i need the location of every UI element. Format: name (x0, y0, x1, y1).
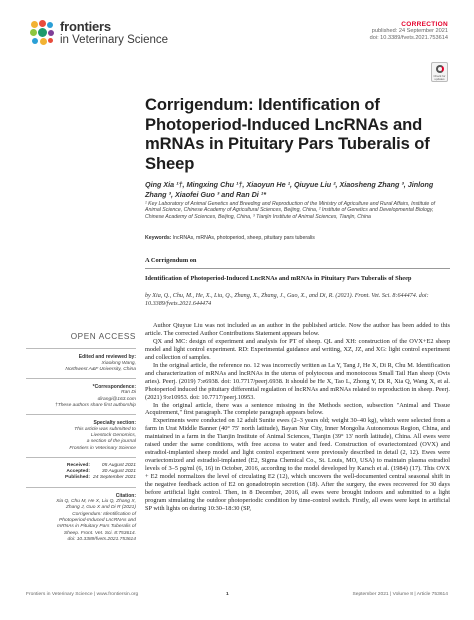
equal-authorship-note: †These authors share first authorship (54, 403, 136, 409)
citation-line: Sheep. Front. Vet. Sci. 8:753614. (63, 530, 136, 536)
published-date-sidebar: 24 September 2021 (93, 475, 136, 481)
article-info (370, 21, 448, 42)
brand-name: frontiers (60, 19, 111, 34)
frontiers-logo[interactable] (30, 18, 170, 52)
received-label: Received: (66, 462, 91, 468)
body-paragraph: QX and MC: design of experiment and analysis for PT of sheep. QL and XH: construction of the OVX+E2 sheep model and light control experiment. RD: Experimental guidance and writing, XZ, JZ, and XG: light control experiment and collection of samples. (145, 337, 450, 361)
citation-doi[interactable]: doi: 10.3389/fvets.2021.753614 (67, 536, 136, 542)
dates-block (26, 457, 136, 482)
published-date: published: 24 September 2021 (371, 28, 448, 34)
author-list[interactable]: Qing Xia ¹†, Mingxing Chu ¹†, Xiaoyun He ¹, Qiuyue Liu ², Xiaosheng Zhang ³, Jinlong Zhang ³, Xiaofei Guo ³ and Ran Di ¹* (145, 180, 434, 199)
correspondence-heading: *Correspondence: (92, 384, 136, 391)
refresh-icon (436, 65, 444, 73)
editor-line: Northwest A&F University, China (65, 366, 136, 372)
footer-journal-link[interactable]: Frontiers in Veterinary Science | www.frontiersin.org (26, 592, 139, 597)
footer-issue-info: September 2021 | Volume 8 | Article 753614 (352, 592, 448, 597)
page-number: 1 (226, 592, 229, 597)
original-article-title[interactable]: Identification of Photoperiod-Induced LncRNAs and mRNAs in Pituitary Pars Tuberalis of Sheep (145, 275, 412, 282)
specialty-block (26, 414, 136, 451)
affiliations: ¹ Key Laboratory of Animal Genetics and Breeding and Reproduction of the Ministry of Agriculture and Rural Affairs, Institute of Animal Science, Chinese Academy of Agricultural Sciences, Beijing, China, ² Institute of Genetics and Developmental Biology, Chinese Academy of Sciences, Beijing, China, ³ Tianjin Institute of Animal Sciences, Tianjin, China (145, 201, 436, 220)
check-for-updates-label: Check for updates (433, 74, 446, 81)
check-for-updates-button[interactable] (431, 62, 448, 82)
published-label: Published: (65, 475, 91, 481)
specialty-line: a section of the journal (86, 439, 136, 445)
journal-name: in Veterinary Science (60, 34, 169, 46)
specialty-line: Livestock Genomics, (90, 432, 136, 438)
citation-line: Zhang J, Guo X and Di R (2021) (65, 505, 136, 511)
citation-block (26, 487, 136, 543)
citation-line: Corrigendum: Identification of (72, 511, 136, 517)
body-paragraph: Author Qiuyue Liu was not included as an author in the published article. Now the author has been added to this article. The corrected Author Contributions Statement appears below. (145, 322, 450, 337)
citation-heading: Citation: (115, 492, 136, 499)
open-access-label: OPEN ACCESS (70, 332, 136, 341)
divider (145, 268, 450, 269)
specialty-heading: Specialty section: (93, 420, 136, 427)
original-citation: by Xia, Q., Chu, M., He, X., Liu, Q., Zhang, X., Zhang, J., Guo, X., and Di, R. (2021). Front. Vet. Sci. 8:644474. doi: 10.3389/fvets.2021.644474 (145, 293, 429, 307)
article-body (145, 322, 450, 513)
citation-line: Xia Q, Chu M, He X, Liu Q, Zhang X, (56, 499, 136, 505)
correspondence-email[interactable]: dirangi@163.com (97, 396, 136, 402)
citation-line: Photoperiod-Induced LncRNAs and (59, 517, 136, 523)
body-paragraph: In the original article, there was a sentence missing in the Methods section, subsection "Animal and Tissue Acquirement," first paragraph. The complete paragraph appears below. (145, 401, 450, 417)
correspondence-name: Ran Di (121, 390, 136, 396)
keywords (145, 235, 450, 241)
body-paragraph: Experiments were conducted on 12 adult Sunite ewes (2–3 years old; weight 30–40 kg), which were selected from a farm in Urat Middle Banner (40° 75′ north latitude), Bayan Nur City, Inner Mongolia Autonomous Region, China, and maintained in a farm in the Tianjin Institute of Animal Sciences, Tianjin (39° 13′ north latitude), China. All ewes were raised under the same conditions, with free access to water and feed. Construction of ovariectomized (OVX) and estradiol-implanted sheep model and light control experiment were previously described in detail (2, 12). Ewes were ovariectomized and estradiol-implanted (E2, Sigma Chemical Co., St. Louis, MO, USA) to maintain plasma estradiol levels of 3–5 pg/ml (6, 16) in October, 2016, according to the model developed by Karsch et al. (1984) (17). This OVX + E2 model normalizes the level of circulating E2 (12), which uncovers the well-documented central seasonal shift in the negative feedback action of E2 on gonadotropin secretion (18). After the surgery, the ewes recovered for 30 days before artificial light control. Then, in 8 December, 2016, all ewes were brought indoors and submitted to a light program simulating the outdoor photoperiodic condition by time-control switch. Firstly, all ewes were kept in artificial SP with lights on during 10:30–18:30 (SP, (145, 417, 450, 512)
correspondence-block (26, 378, 136, 409)
accepted-date: 30 August 2021 (101, 469, 136, 475)
article-type: CORRECTION (401, 21, 448, 28)
frontiers-logo-icon (30, 20, 56, 46)
article-title: Corrigendum: Identification of Photoperiod-Induced LncRNAs and mRNAs in Pituitary Pars Tuberalis of Sheep (145, 95, 430, 173)
edited-heading: Edited and reviewed by: (78, 354, 136, 361)
citation-line: mRNAs in Pituitary Pars Tuberalis of (57, 524, 136, 530)
editor-line: Xiaolong Wang, (101, 360, 136, 366)
keywords-label: Keywords: (145, 235, 172, 241)
body-paragraph: In the original article, the reference no. 12 was incorrectly written as La Y, Tang J, He X, Di R, Chu M. Identification and characterization of mRNAs and lncRNAs in the uterus of polytocous and monotocous Small Tail Han sheep (Ovis aries). Peerj. (2019) 7:e6938. doi: 10.7717/peerj.6938. It should be He X, Tao L, Zhong Y, Di R, Xia Q, Wang X, et al. Photoperiod induced the pituitary differential regulation of lncRNAs and mRNAs related to reproduction in sheep. Peerj. (2021) 9:e10953. doi: 10.7717/peerj.10953. (145, 361, 450, 401)
specialty-line: This article was submitted to (74, 426, 136, 432)
editor-block (26, 348, 136, 373)
accepted-label: Accepted: (66, 469, 91, 475)
received-date: 05 August 2021 (101, 462, 136, 468)
corrigendum-heading: A Corrigendum on (145, 257, 197, 264)
specialty-line: Frontiers in Veterinary Science (69, 445, 136, 451)
doi-link[interactable]: doi: 10.3389/fvets.2021.753614 (369, 35, 448, 42)
keywords-values: lncRNAs, mRNAs, photoperiod, sheep, pituitary pars tuberalis (172, 235, 315, 241)
sidebar (26, 334, 136, 548)
